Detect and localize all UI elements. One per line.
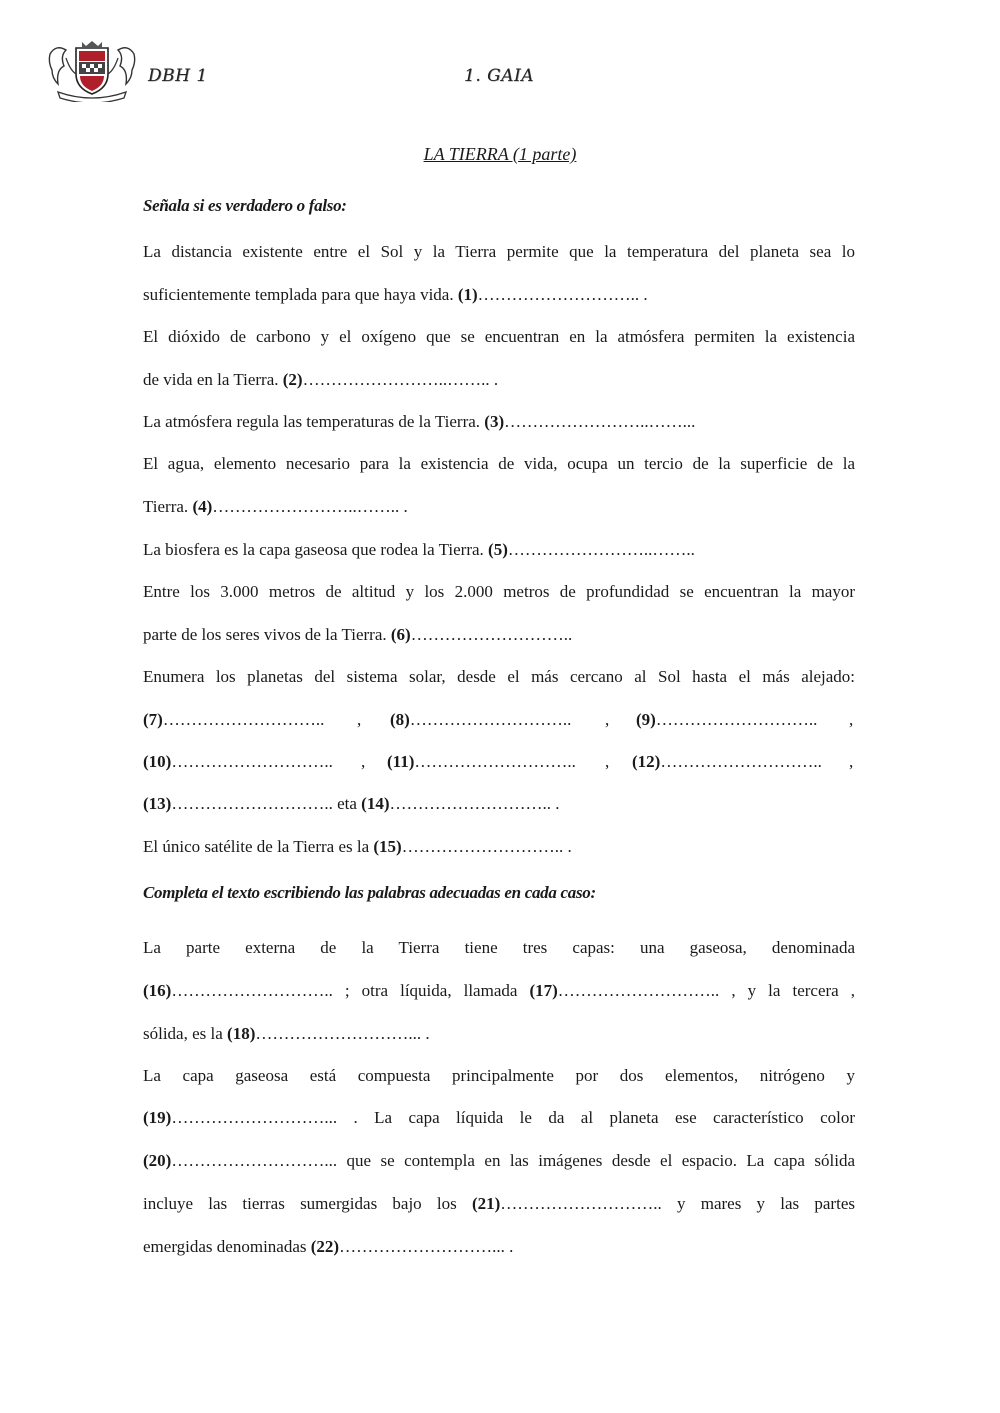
answer-number: (8) — [390, 710, 410, 729]
statement-line: suficientemente templada para que haya vida. (1)……………………….. . — [143, 285, 648, 304]
answer-number: (18) — [227, 1024, 256, 1043]
answer-number: (13) — [143, 794, 172, 813]
statement-line: El agua, elemento necesario para la existencia de vida, ocupa un tercio de la superficie de la — [143, 454, 855, 473]
statement-line: de vida en la Tierra. (2)……………………..…….. . — [143, 370, 499, 389]
statement-line: El único satélite de la Tierra es la (15)……………………….. . — [143, 837, 572, 856]
statement-line: La distancia existente entre el Sol y la Tierra permite que la temperatura del planeta sea lo — [143, 242, 855, 261]
answer-blank[interactable]: ……………………….. . — [401, 837, 572, 856]
answer-blank[interactable]: ……………………….. . — [477, 285, 648, 304]
answer-blank[interactable]: ……………………….. — [660, 752, 822, 771]
answer-number: (4) — [192, 497, 213, 516]
paragraph-line: (19)………………………... . La capa líquida le da al planeta ese característico color — [143, 1108, 855, 1127]
answer-blank[interactable]: ……………………..…….. . — [302, 370, 499, 389]
answer-number: (9) — [636, 710, 656, 729]
answer-blank[interactable]: ……………………….. — [162, 710, 325, 729]
statement-line: Tierra. (4)……………………..…….. . — [143, 497, 408, 516]
answer-blank[interactable]: ………………………... . — [339, 1237, 514, 1256]
answer-blank[interactable]: ………………………... . — [255, 1024, 430, 1043]
answer-blank[interactable]: ……………………….. — [655, 710, 818, 729]
answer-blank[interactable]: ……………………….. — [409, 710, 572, 729]
answer-blank[interactable]: ……………………….. — [410, 625, 573, 644]
answer-number: (12) — [632, 752, 661, 771]
header-course: DBH 1 — [148, 66, 208, 86]
answer-number: (16) — [143, 981, 172, 1000]
header-unit: 1. GAIA — [464, 66, 534, 86]
answer-number: (2) — [282, 370, 303, 389]
statement-line: El dióxido de carbono y el oxígeno que se encuentran en la atmósfera permiten la existencia — [143, 327, 855, 346]
section-heading-complete-text: Completa el texto escribiendo las palabras adecuadas en cada caso: — [143, 883, 596, 902]
paragraph-line: (20)………………………... que se contempla en las imágenes desde el espacio. La capa sólida — [143, 1151, 855, 1170]
answer-number: (14) — [361, 794, 390, 813]
answer-blank[interactable]: ……………………..……... — [504, 412, 696, 431]
statement-line: La atmósfera regula las temperaturas de la Tierra. (3)……………………..……... — [143, 412, 696, 431]
answer-number: (20) — [143, 1151, 172, 1170]
answer-number: (17) — [529, 981, 558, 1000]
paragraph-line: sólida, es la (18)………………………... . — [143, 1024, 430, 1043]
answer-blank[interactable]: ……………………….. . — [389, 794, 560, 813]
answer-number: (11) — [387, 752, 415, 771]
answer-number: (19) — [143, 1108, 172, 1127]
answer-number: (21) — [471, 1194, 501, 1213]
page-title: LA TIERRA (1 parte) — [423, 144, 577, 164]
coat-of-arms-logo — [46, 40, 138, 102]
paragraph-line: incluye las tierras sumergidas bajo los (21)……………………….. y mares y las partes — [143, 1194, 855, 1213]
answer-number: (10) — [143, 752, 172, 771]
answer-blank[interactable]: ……………………….. — [171, 752, 333, 771]
answer-number: (5) — [488, 540, 508, 559]
paragraph-line: La parte externa de la Tierra tiene tres capas: una gaseosa, denominada — [143, 938, 855, 957]
statement-line: Enumera los planetas del sistema solar, desde el más cercano al Sol hasta el más alejado: — [143, 667, 855, 686]
answer-blank[interactable]: ……………………….. — [414, 752, 576, 771]
worksheet-page: DBH 1 1. GAIA LA TIERRA (1 parte) Señala si es verdadero o falso: La distancia existente entre el Sol y la Tierra permite que la temperatura del planeta sea lo suficientemente templada para que haya vida. (1)……………………….. . El dióxido de carbono y el oxígeno que se encuentran en la atmósfera permiten la existencia de vida en la Tierra. (2)……………………..…….. . La atmósfera regula las temperaturas de la Tierra. (3)……………………..……... El agua, elemento necesario para la existencia de vida, ocupa un tercio de la superficie de la Tierra. (4)……………………..…….. . La biosfera es la capa gaseosa que rodea la Tierra. (5)……………………..…….. Entre los 3.000 metros de altitud y los 2.000 metros de profundidad se encuentran la mayor parte de los seres vivos de la Tierra. (6)……………………….. Enumera los planetas del sistema solar, desde el más cercano al Sol hasta el más alejado: (7)……………………….. , (8)……………………….. , (9)……………………….. , (10)……………………….. , (11)……………………….. , (12)……………………….. , (13)……………………….. eta (14)……………………….. . El único satélite de la Tierra es la (15)……………………….. . Completa el texto escribiendo las palabras adecuadas en cada caso: La parte externa de la Tierra tiene tres capas: una gaseosa, denominada (16)……………………….. ; otra líquida, llamada (17)……………………….. , y la tercera , sólida, es la (18)………………………... . La capa gaseosa está compuesta principalmente por dos elementos, nitrógeno y (19)………………………... . La capa líquida le da al planeta ese característico color (20)………………………... que se contempla en las imágenes desde el espacio. La capa sólida incluye las tierras sumergidas bajo los (21)……………………….. y mares y las partes emergidas denominadas (22)………………………... . — [0, 0, 1000, 1413]
answer-number: (15) — [373, 837, 402, 856]
statement-line: parte de los seres vivos de la Tierra. (6)……………………….. — [143, 625, 573, 644]
answer-number: (3) — [484, 412, 505, 431]
answer-blank[interactable]: ……………………..…….. . — [212, 497, 408, 516]
statement-line: La biosfera es la capa gaseosa que rodea la Tierra. (5)……………………..…….. — [143, 540, 695, 559]
answer-number: (7) — [143, 710, 163, 729]
answer-number: (22) — [310, 1237, 340, 1256]
answer-number: (1) — [457, 285, 478, 304]
paragraph-line: (16)……………………….. ; otra líquida, llamada (17)……………………….. , y la tercera , — [143, 981, 855, 1000]
statement-line: Entre los 3.000 metros de altitud y los 2.000 metros de profundidad se encuentran la mayor — [143, 582, 855, 601]
planets-row — [143, 794, 855, 814]
answer-blank[interactable]: ……………………….. eta — [171, 794, 362, 813]
paragraph-line: La capa gaseosa está compuesta principalmente por dos elementos, nitrógeno y — [143, 1066, 855, 1085]
answer-blank[interactable]: ……………………..…….. — [507, 540, 695, 559]
section-heading-true-false: Señala si es verdadero o falso: — [143, 196, 347, 215]
answer-number: (6) — [390, 625, 411, 644]
paragraph-line: emergidas denominadas (22)………………………... . — [143, 1237, 514, 1256]
